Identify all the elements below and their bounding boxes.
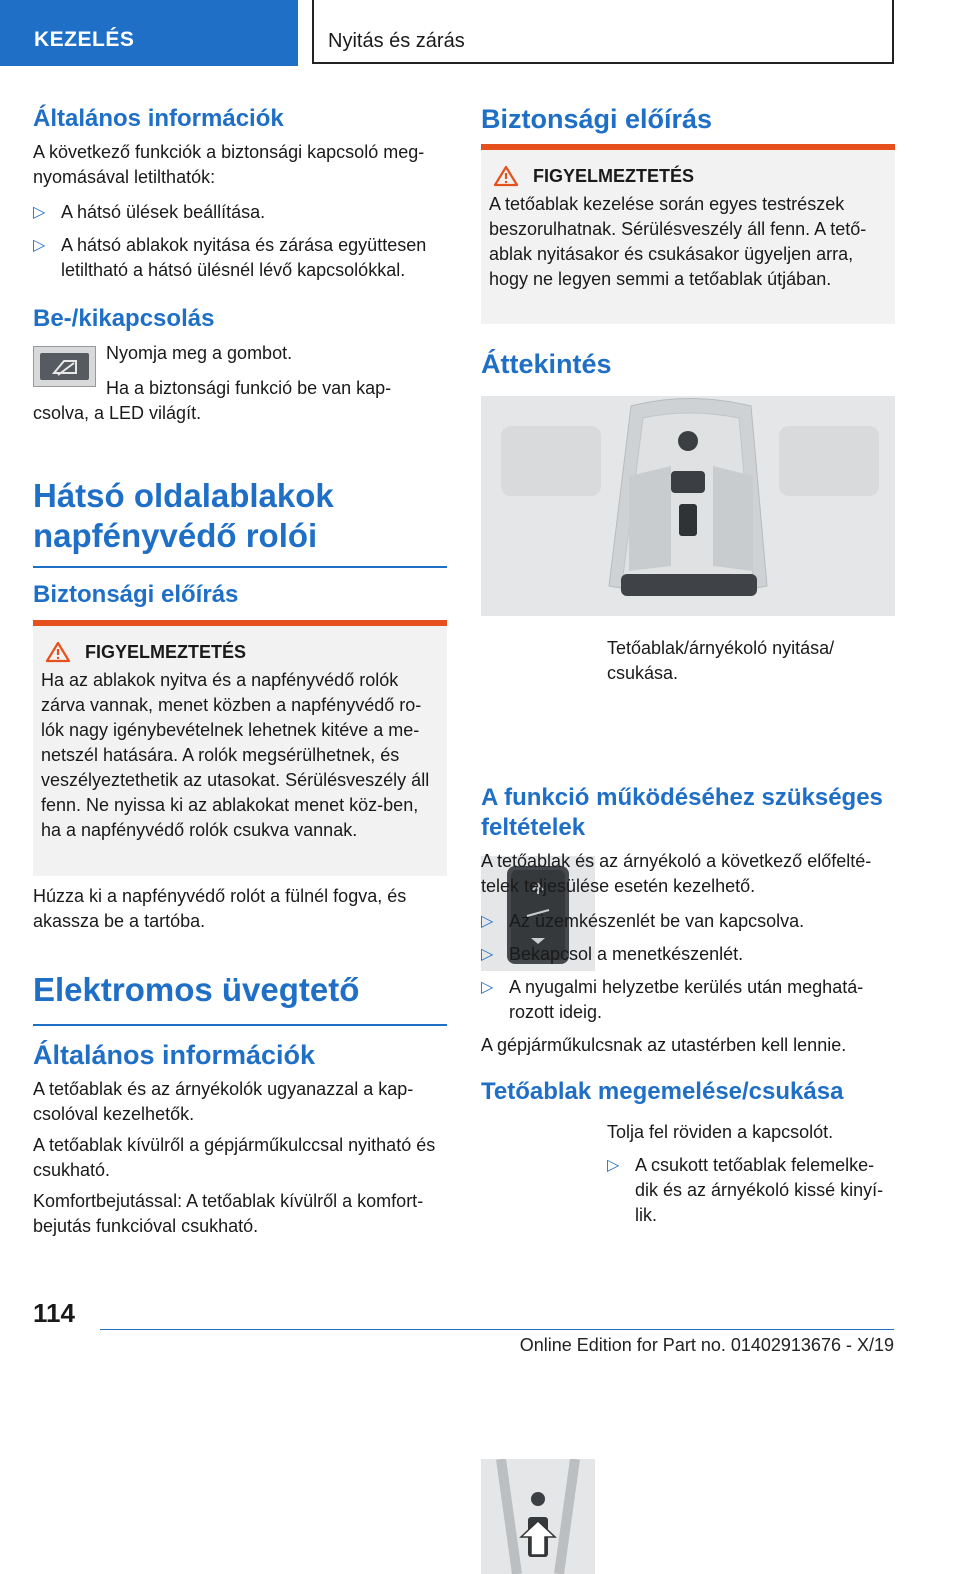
left-general-section — [33, 104, 447, 291]
onoff-heading: Be-/kikapcsolás — [33, 305, 215, 332]
bullet-triangle-icon: ▷ — [33, 204, 46, 221]
general-text: A következő funkciók a biztonsági kapcsoló meg-nyomásával letilthatók: — [33, 142, 425, 187]
left-warning-box — [33, 620, 447, 876]
warning-text: A tetőablak kezelése során egyes testrészek beszorulhatnak. Sérülésveszély áll fenn. A tető-ablak nyitásakor és csukásakor ügyeljen arra, hogy ne legyen semmi a tetőablak útjában. — [489, 194, 867, 289]
bullet-triangle-icon: ▷ — [607, 1157, 620, 1174]
onoff-text-led: Ha a biztonsági funkció be van kap-csolva, a LED világít. — [33, 378, 392, 423]
switch-caption: Tetőablak/árnyékoló nyitása/ csukása. — [607, 638, 835, 683]
roof-section — [33, 970, 447, 1026]
lift-list — [607, 1153, 895, 1228]
warning-text: Ha az ablakok nyitva és a napfényvédő rolók zárva vannak, menet közben a napfényvédő ro-lók nagy igénybevételnek lehetnek kitéve a me-netszél hatására. A rolók megsérülhetnek, és veszélyeztethetik az utasokat. Sérülésveszély áll fenn. Ne nyissa ki az ablakokat menet köz-ben, ha a napfényvédő rolók csukva vannak. — [41, 670, 430, 840]
warning-triangle-icon — [45, 641, 71, 663]
list-item: ▷ Az üzemkészenlét be van kapcsolva. — [481, 909, 895, 934]
warning-title: FIGYELMEZTETÉS — [533, 166, 695, 186]
roof-heading: Elektromos üvegtető — [33, 971, 360, 1008]
heading-rule — [33, 1024, 447, 1026]
bullet-triangle-icon: ▷ — [481, 913, 494, 930]
right-safety-heading: Biztonsági előírás — [481, 104, 713, 134]
list-item: ▷ A nyugalmi helyzetbe kerülés után meghatá-rozott ideig. — [481, 977, 864, 1022]
onoff-section — [33, 304, 447, 334]
roof-text-2: A tetőablak kívülről a gépjárműkulccsal nyitható és csukható. — [33, 1135, 436, 1180]
pull-text: Húzza ki a napfényvédő rolót a fülnél fogva, és akassza be a tartóba. — [33, 886, 407, 931]
roof-console-image — [481, 396, 895, 616]
list-item: ▷ A hátsó ablakok nyitása és zárása együttesen letiltható a hátsó ülésnél lévő kapcsolókkal. — [33, 235, 427, 280]
overview-heading: Áttekintés — [481, 349, 612, 379]
conditions-section — [481, 783, 895, 1058]
general-heading: Általános információk — [33, 105, 284, 132]
warning-triangle-icon — [493, 165, 519, 187]
lift-heading: Tetőablak megemelése/csukása — [481, 1078, 844, 1105]
heading-rule — [33, 566, 447, 568]
right-warning-box — [481, 144, 895, 324]
key-text: A gépjárműkulcsnak az utastérben kell lennie. — [481, 1035, 847, 1055]
warning-title: FIGYELMEZTETÉS — [85, 642, 247, 662]
roof-text-3: Komfortbejutással: A tetőablak kívülről a komfort-bejutás funkcióval csukható. — [33, 1191, 424, 1236]
onoff-text-press: Nyomja meg a gombot. — [106, 343, 293, 363]
general-list — [33, 200, 447, 283]
roof-lift-image — [481, 1459, 595, 1574]
list-item: ▷ A csukott tetőablak felemelke-dik és az árnyékoló kissé kinyí-lik. — [607, 1155, 884, 1225]
conditions-list — [481, 909, 895, 1025]
rear-heading: Hátsó oldalablakok napfényvédő rolói — [33, 477, 334, 554]
roof-general-section — [33, 1040, 447, 1239]
footer-edition: Online Edition for Part no. 01402913676 - X/19 — [519, 1335, 894, 1355]
lift-text: Tolja fel röviden a kapcsolót. — [607, 1122, 834, 1142]
left-safety-heading: Biztonsági előírás — [33, 581, 239, 608]
bullet-triangle-icon: ▷ — [481, 946, 494, 963]
conditions-text: A tetőablak és az árnyékoló a következő előfelté-telek teljesülése esetén kezelhető. — [481, 851, 872, 896]
bullet-triangle-icon: ▷ — [33, 237, 46, 254]
list-item: ▷ Bekapcsol a menetkészenlét. — [481, 942, 895, 967]
section-tab: KEZELÉS — [0, 0, 298, 66]
page-header-title: Nyitás és zárás — [312, 0, 894, 64]
rear-section — [33, 476, 447, 568]
bullet-triangle-icon: ▷ — [481, 979, 494, 996]
roof-text-1: A tetőablak és az árnyékolók ugyanazzal a kap-csolóval kezelhetők. — [33, 1079, 414, 1124]
page-number: 114 — [33, 1298, 75, 1328]
list-item: ▷ A hátsó ülések beállítása. — [33, 200, 447, 225]
conditions-heading: A funkció működéséhez szükséges feltételek — [481, 784, 883, 841]
roof-general-heading: Általános információk — [33, 1040, 316, 1070]
